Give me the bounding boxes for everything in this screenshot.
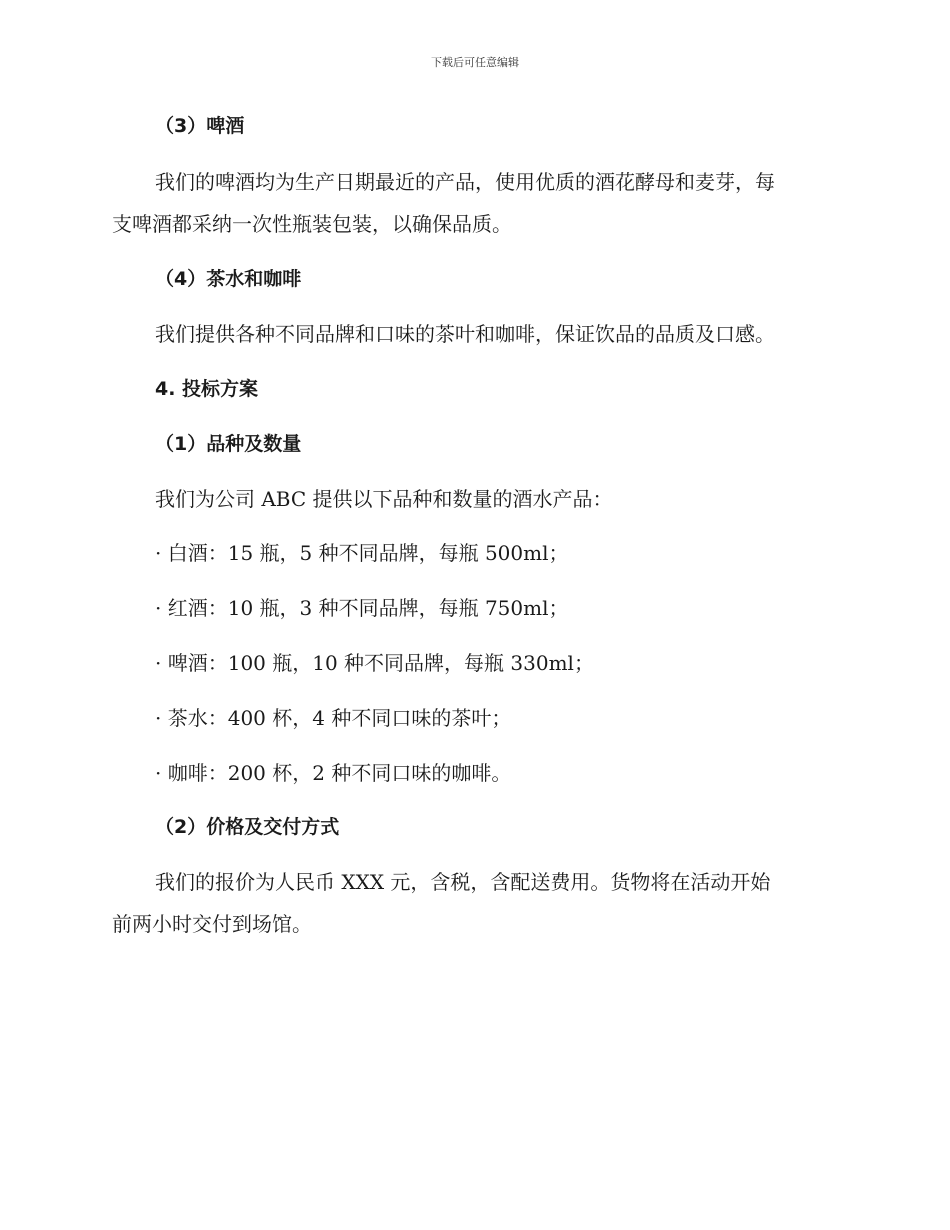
- beer-paragraph-line-1: 我们的啤酒均为生产日期最近的产品，使用优质的酒花酵母和麦芽，每: [155, 170, 775, 194]
- variety-intro: 我们为公司 ABC 提供以下品种和数量的酒水产品：: [155, 487, 613, 511]
- price-paragraph-line-2: 前两小时交付到场馆。: [112, 912, 312, 936]
- list-item: · 茶水：400 杯，4 种不同口味的茶叶；: [155, 706, 512, 730]
- tea-coffee-paragraph: 我们提供各种不同品牌和口味的茶叶和咖啡，保证饮品的品质及口感。: [155, 322, 775, 346]
- variety-heading: （1）品种及数量: [155, 433, 302, 455]
- list-item: · 咖啡：200 杯，2 种不同口味的咖啡。: [155, 761, 512, 785]
- list-item: · 白酒：15 瓶，5 种不同品牌，每瓶 500ml；: [155, 541, 569, 565]
- price-paragraph-line-1: 我们的报价为人民币 XXX 元，含税，含配送费用。货物将在活动开始: [155, 870, 771, 894]
- beer-heading: （3）啤酒: [155, 115, 245, 137]
- price-heading: （2）价格及交付方式: [155, 816, 340, 838]
- tea-coffee-heading: （4）茶水和咖啡: [155, 268, 302, 290]
- list-item: · 啤酒：100 瓶，10 种不同品牌，每瓶 330ml；: [155, 651, 594, 675]
- page-header: 下载后可任意编辑: [431, 56, 519, 69]
- list-item: · 红酒：10 瓶，3 种不同品牌，每瓶 750ml；: [155, 596, 569, 620]
- section-4-heading: 4. 投标方案: [155, 378, 259, 400]
- beer-paragraph-line-2: 支啤酒都采纳一次性瓶装包装，以确保品质。: [112, 212, 512, 236]
